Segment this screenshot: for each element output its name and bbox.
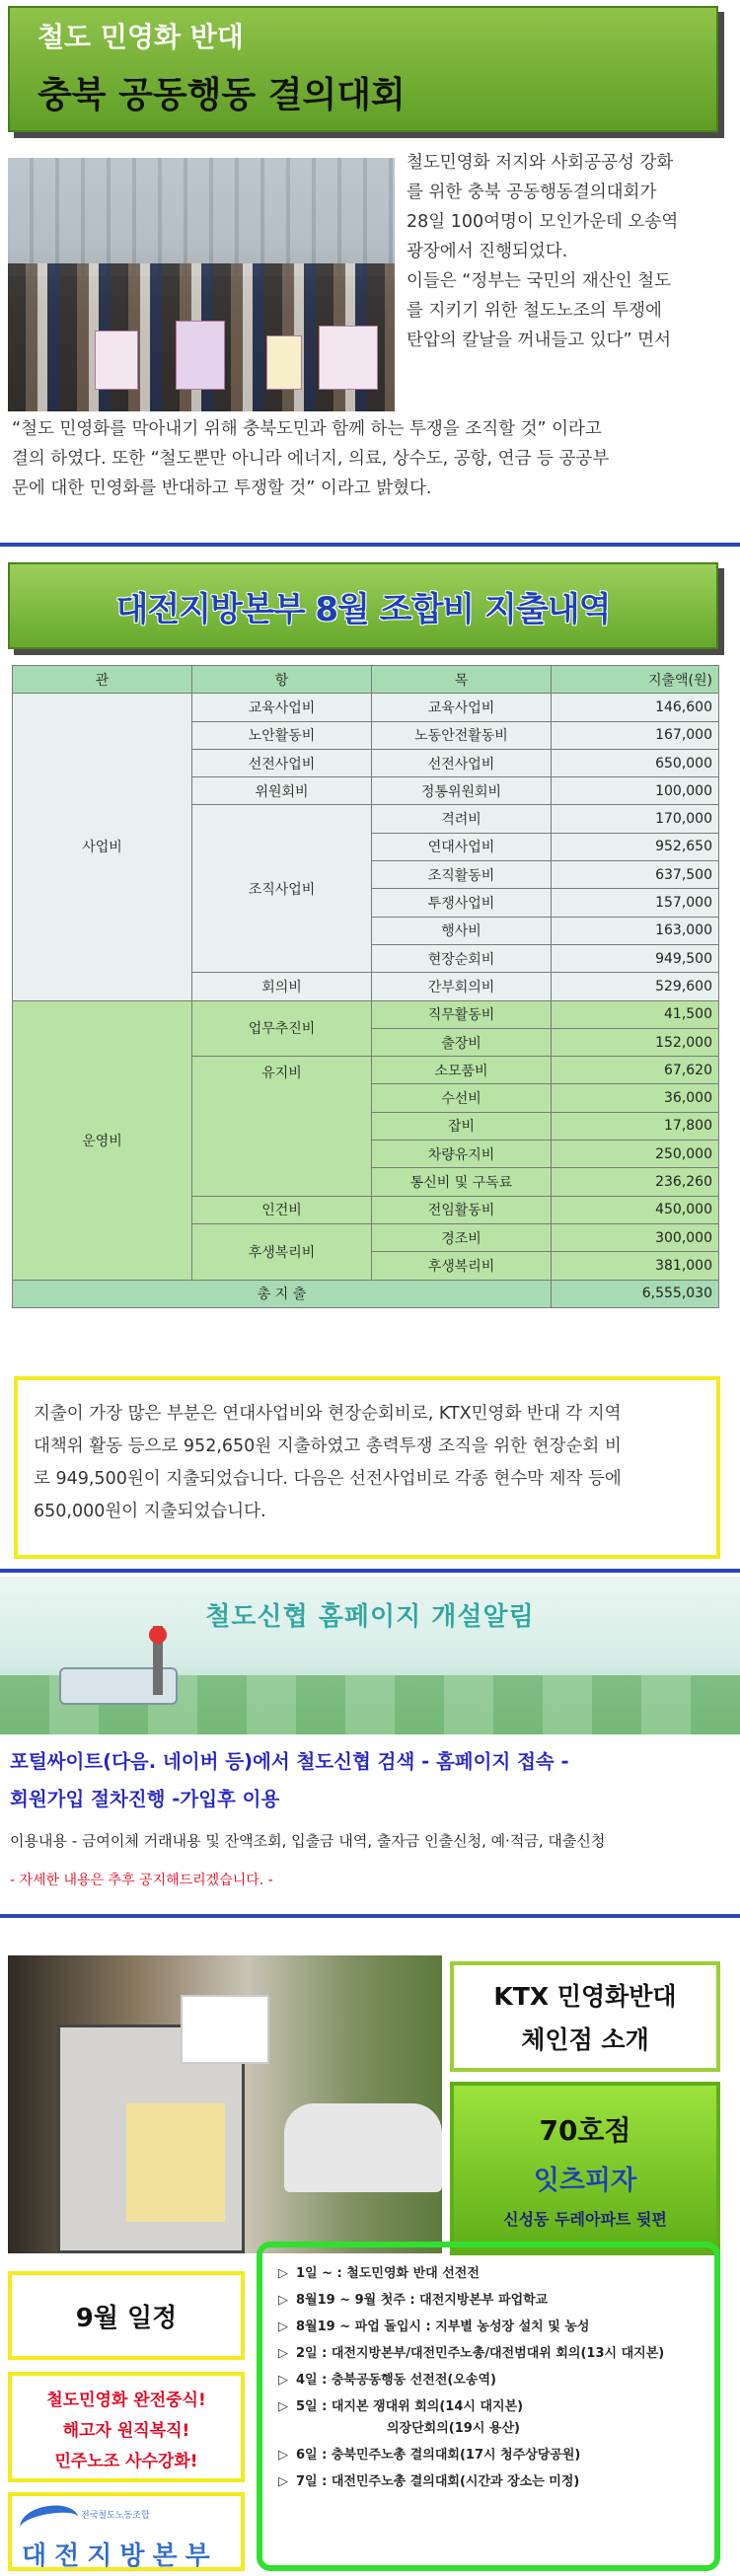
rally-banner — [8, 6, 718, 132]
rally-paragraph-right — [407, 148, 720, 355]
mok-cell: 현장순회비 — [372, 944, 552, 972]
mok-cell: 잡비 — [372, 1112, 552, 1140]
triangle-bullet-icon: ▷ — [278, 2474, 288, 2489]
triangle-bullet-icon: ▷ — [278, 2319, 288, 2334]
gwan-cell: 운영비 — [13, 1000, 192, 1280]
triangle-bullet-icon: ▷ — [278, 2448, 288, 2463]
amount-cell: 650,000 — [552, 749, 719, 776]
store-location: 신성동 두레아파트 뒷편 — [503, 2210, 667, 2229]
rally-photo — [8, 158, 395, 411]
section-divider — [0, 543, 740, 547]
amount-cell: 381,000 — [552, 1252, 719, 1280]
rally-text-line: 문에 대한 민영화를 반대하고 투쟁할 것” 이라고 밝혔다. — [12, 478, 432, 498]
triangle-bullet-icon: ▷ — [278, 2346, 288, 2361]
homepage-notice-art — [0, 1577, 740, 1734]
mok-cell: 후생복리비 — [372, 1252, 552, 1280]
schedule-item-text: 4일 : 충북공동행동 선전전(오송역) — [296, 2373, 496, 2388]
mok-cell: 정통위원회비 — [372, 777, 552, 805]
amount-cell: 163,000 — [552, 917, 719, 944]
schedule-item — [278, 2471, 704, 2493]
schedule-item — [278, 2290, 704, 2312]
slogan-line: 해고자 원직복직! — [62, 2421, 190, 2441]
schedule-item-text: 1일 ~ : 철도민영화 반대 선전전 — [296, 2266, 480, 2281]
table-row — [13, 1000, 719, 1028]
slogan-line: 민주노조 사수강화! — [54, 2452, 198, 2471]
slogan-line: 철도민영화 완전중식! — [46, 2391, 206, 2410]
hang-cell: 후생복리비 — [192, 1223, 372, 1280]
amount-cell: 529,600 — [552, 973, 719, 1000]
hang-cell: 선전사업비 — [192, 749, 372, 776]
hang-cell: 노안활동비 — [192, 721, 372, 749]
amount-cell: 300,000 — [552, 1223, 719, 1251]
mok-cell: 노동안전활동비 — [372, 721, 552, 749]
schedule-item-text: 8월19 ~ 파업 돌입시 : 지부별 농성장 설치 및 농성 — [296, 2319, 590, 2334]
mok-cell: 차량유지비 — [372, 1141, 552, 1168]
triangle-bullet-icon: ▷ — [278, 2266, 288, 2281]
mok-cell: 경조비 — [372, 1223, 552, 1251]
mok-cell: 수선비 — [372, 1084, 552, 1112]
hang-cell: 업무추진비 — [192, 1000, 372, 1057]
chain-store-heading-line1: KTX 민영화반대 — [493, 1982, 677, 2011]
amount-cell: 450,000 — [552, 1196, 719, 1223]
rally-subtitle: 철도 민영화 반대 — [37, 21, 244, 53]
store-photo — [8, 1955, 442, 2253]
summary-line: 대책위 활동 등으로 952,650원 지출하였고 총력투쟁 조직을 위한 현장순회 비 — [34, 1436, 622, 1456]
amount-cell: 949,500 — [552, 944, 719, 972]
rally-title: 충북 공동행동 결의대회 — [37, 75, 406, 115]
amount-cell: 67,620 — [552, 1057, 719, 1084]
amount-cell: 952,650 — [552, 833, 719, 860]
month-schedule-title: 9월 일정 — [8, 2271, 245, 2360]
section-divider — [0, 1569, 740, 1573]
chain-store-heading-line2: 체인점 소개 — [521, 2025, 649, 2054]
rally-paragraph-full — [12, 414, 720, 503]
mok-cell: 선전사업비 — [372, 749, 552, 776]
rally-text-line: 결의 하였다. 또한 “철도뿐만 아니라 에너지, 의료, 상수도, 공항, 연금 등 공공부 — [12, 449, 610, 469]
amount-cell: 146,600 — [552, 694, 719, 721]
union-logo-small-text: 전국철도노동조합 — [81, 2511, 150, 2521]
mok-cell: 행사비 — [372, 917, 552, 944]
summary-line: 로 949,500원이 지출되었습니다. 다음은 선전사업비로 각종 현수막 제작 등에 — [34, 1469, 622, 1489]
gwan-cell: 사업비 — [13, 694, 192, 1000]
store-number: 70호점 — [539, 2114, 631, 2147]
summary-line: 지출이 가장 많은 부분은 연대사업비와 현장순회비로, KTX민영화 반대 각 지역 — [34, 1404, 622, 1424]
schedule-item-text: 6일 : 충북민주노총 결의대회(17시 청주상당공원) — [296, 2448, 581, 2463]
hang-cell: 조직사업비 — [192, 805, 372, 973]
section-divider — [0, 1914, 740, 1918]
store-info-box — [450, 2082, 720, 2255]
rally-text-line: 를 위한 충북 공동행동결의대회가 — [407, 183, 657, 202]
schedule-box — [257, 2242, 720, 2571]
schedule-item — [278, 2343, 704, 2365]
rally-text-line: “철도 민영화를 막아내기 위해 충북도민과 함께 하는 투쟁을 조직할 것” 이라고 — [12, 419, 602, 439]
amount-cell: 41,500 — [552, 1000, 719, 1028]
total-amount: 6,555,030 — [552, 1280, 719, 1307]
hang-cell: 인건비 — [192, 1196, 372, 1223]
notice-footnote: - 자세한 내용은 추후 공지해드리겠습니다. - — [10, 1873, 273, 1888]
expense-summary — [14, 1376, 720, 1559]
mok-cell: 교육사업비 — [372, 694, 552, 721]
hang-cell: 위원회비 — [192, 777, 372, 805]
header-gwan: 관 — [13, 666, 192, 694]
header-amount: 지출액(원) — [552, 666, 719, 694]
schedule-item-subtext: 의장단회의(19시 용산) — [387, 2421, 520, 2436]
schedule-item — [278, 2396, 704, 2440]
mok-cell: 소모품비 — [372, 1057, 552, 1084]
total-row — [13, 1280, 719, 1307]
amount-cell: 637,500 — [552, 861, 719, 889]
mok-cell: 출장비 — [372, 1028, 552, 1056]
budget-banner — [8, 562, 718, 649]
store-name: 잇츠피자 — [533, 2166, 637, 2196]
schedule-item — [278, 2445, 704, 2466]
railway-signal-icon — [153, 1626, 163, 1695]
amount-cell: 17,800 — [552, 1112, 719, 1140]
mok-cell: 전임활동비 — [372, 1196, 552, 1223]
header-mok: 목 — [372, 666, 552, 694]
hang-cell: 유지비 — [192, 1057, 372, 1196]
amount-cell: 250,000 — [552, 1141, 719, 1168]
table-header-row — [13, 666, 719, 694]
amount-cell: 170,000 — [552, 805, 719, 833]
hang-cell: 교육사업비 — [192, 694, 372, 721]
schedule-item — [278, 2263, 704, 2285]
header-hang: 항 — [192, 666, 372, 694]
mok-cell: 투쟁사업비 — [372, 889, 552, 917]
table-row — [13, 694, 719, 721]
amount-cell: 236,260 — [552, 1168, 719, 1196]
amount-cell: 157,000 — [552, 889, 719, 917]
mok-cell: 직무활동비 — [372, 1000, 552, 1028]
schedule-item-text: 8월19 ~ 9월 첫주 : 대전지방본부 파업학교 — [296, 2293, 549, 2308]
rally-text-line: 28일 100여명이 모인가운데 오송역 — [407, 212, 679, 232]
hang-cell: 회의비 — [192, 973, 372, 1000]
budget-table — [12, 665, 719, 1308]
slogan-box — [8, 2372, 245, 2482]
total-label: 총 지 출 — [13, 1280, 552, 1307]
mok-cell: 조직활동비 — [372, 861, 552, 889]
mok-cell: 연대사업비 — [372, 833, 552, 860]
rally-text-line: 를 지키기 위한 철도노조의 투쟁에 — [407, 301, 662, 321]
notice-instruction-1: 포털싸이트(다음. 네이버 등)에서 철도신협 검색 - 홈페이지 접속 - — [10, 1750, 569, 1773]
rally-text-line: 광장에서 진행되었다. — [407, 242, 568, 261]
mok-cell: 통신비 및 구독료 — [372, 1168, 552, 1196]
amount-cell: 152,000 — [552, 1028, 719, 1056]
triangle-bullet-icon: ▷ — [278, 2373, 288, 2388]
amount-cell: 36,000 — [552, 1084, 719, 1112]
schedule-item — [278, 2370, 704, 2392]
schedule-item-text: 7일 : 대전민주노총 결의대회(시간과 장소는 미정) — [296, 2474, 580, 2489]
union-logo — [8, 2492, 245, 2571]
summary-line: 650,000원이 지출되었습니다. — [34, 1502, 266, 1521]
mok-cell: 격려비 — [372, 805, 552, 833]
amount-cell: 167,000 — [552, 721, 719, 749]
union-logo-text: 대전지방본부 — [22, 2541, 218, 2571]
triangle-bullet-icon: ▷ — [278, 2399, 288, 2414]
triangle-bullet-icon: ▷ — [278, 2293, 288, 2308]
homepage-notice-title: 철도신협 홈페이지 개설알림 — [205, 1602, 535, 1632]
schedule-item-text: 5일 : 대지본 쟁대위 회의(14시 대지본) — [296, 2399, 524, 2414]
schedule-item — [278, 2317, 704, 2338]
notice-instruction-2: 회원가입 절차진행 -가입후 이용 — [10, 1788, 280, 1810]
schedule-item-text: 2일 : 대전지방본부/대전민주노총/대전범대위 회의(13시 대지본) — [296, 2346, 665, 2361]
rally-text-line: 이들은 “정부는 국민의 재산인 철도 — [407, 271, 671, 291]
budget-title: 대전지방본부 8월 조합비 지출내역 — [115, 589, 611, 629]
rally-text-line: 철도민영화 저지와 사회공공성 강화 — [407, 153, 674, 173]
mok-cell: 간부회의비 — [372, 973, 552, 1000]
notice-services: 이용내용 - 금여이체 거래내용 및 잔액조회, 입출금 내역, 출자금 인출신청, 예·적금, 대출신청 — [10, 1832, 606, 1850]
chain-store-heading — [450, 1961, 720, 2072]
rally-text-line: 탄압의 칼날을 꺼내들고 있다” 면서 — [407, 331, 671, 350]
amount-cell: 100,000 — [552, 777, 719, 805]
